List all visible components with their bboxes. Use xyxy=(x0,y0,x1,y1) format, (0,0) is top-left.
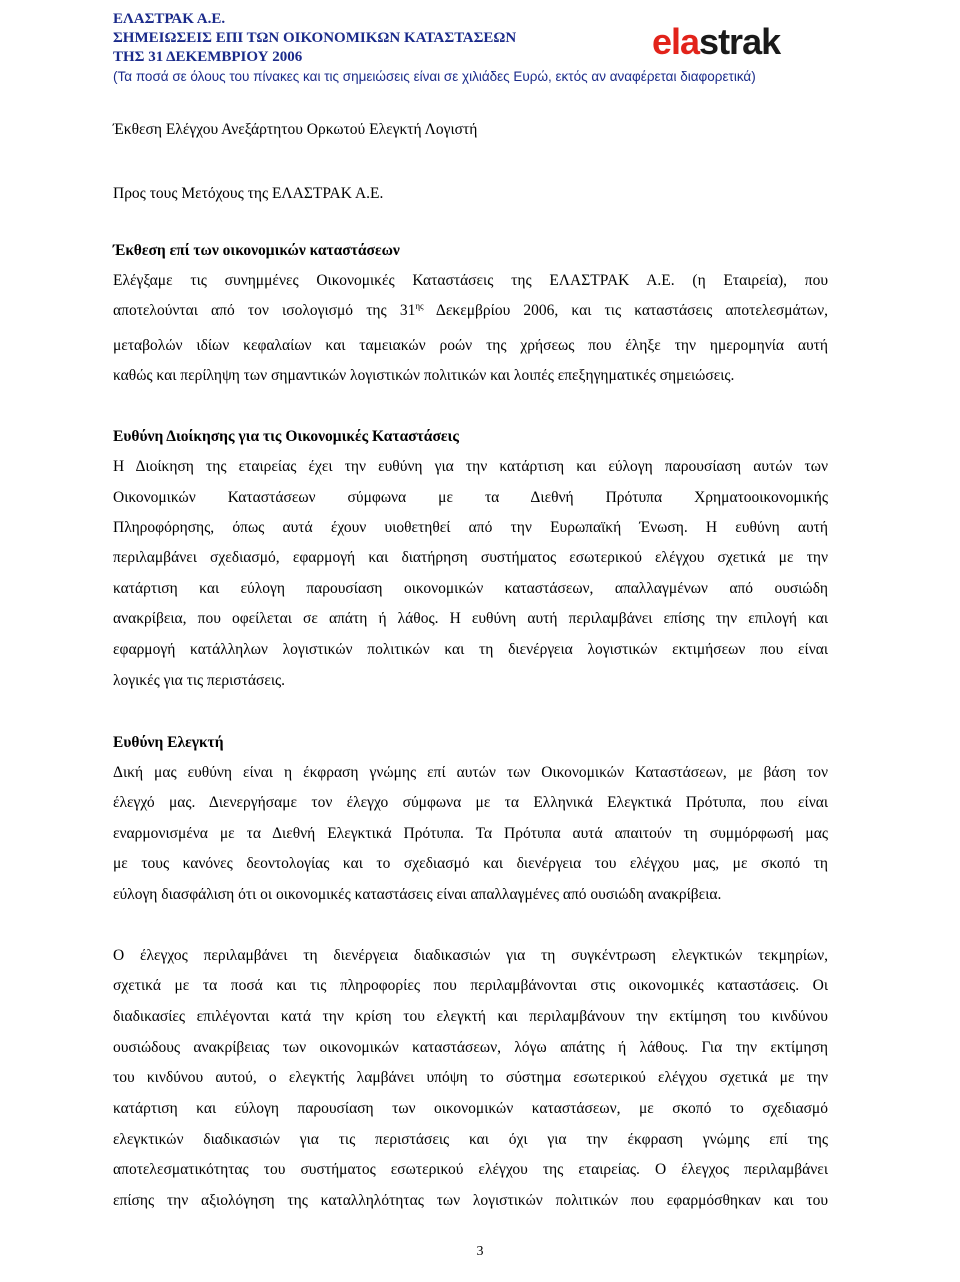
elastrak-logo xyxy=(652,22,780,62)
section3-heading: Ευθύνη Ελεγκτή xyxy=(113,734,224,751)
section1-heading: Έκθεση επί των οικονομικών καταστάσεων xyxy=(113,242,400,259)
section4-line-8: αποτελεσματικότητας του συστήματος εσωτερικού ελέγχου της εταιρείας. Ο έλεγχος περιλαμβάνει xyxy=(113,1161,828,1178)
addressee: Προς τους Μετόχους της ΕΛΑΣΤΡΑΚ Α.Ε. xyxy=(113,185,384,202)
logo-red-part: ela xyxy=(652,21,700,62)
report-title: Έκθεση Ελέγχου Ανεξάρτητου Ορκωτού Ελεγκτή Λογιστή xyxy=(113,121,478,138)
section4-line-5: του κινδύνου αυτού, ο ελεγκτής λαμβάνει υπόψη το σύστημα εσωτερικού ελέγχου σχετικά με την xyxy=(113,1069,828,1086)
section1-line-2b: Δεκεμβρίου 2006, και τις καταστάσεις αποτελεσμάτων, xyxy=(435,302,828,319)
section4-line-9: επίσης την αξιολόγηση της καταλληλότητας των λογιστικών πολιτικών που εφαρμόσθηκαν και του xyxy=(113,1192,828,1209)
section4-line-1: Ο έλεγχος περιλαμβάνει τη διενέργεια διαδικασιών για τη συγκέντρωση ελεγκτικών τεκμηρίων, xyxy=(113,947,828,964)
section4-line-7: ελεγκτικών διαδικασιών για τις περιστάσεις και όχι για την έκφραση γνώμης επί της xyxy=(113,1131,828,1148)
header-date: ΤΗΣ 31 ΔΕΚΕΜΒΡΙΟΥ 2006 xyxy=(113,49,303,65)
section1-line-3: μεταβολών ιδίων κεφαλαίων και ταμειακών ροών της χρήσεως που έληξε την ημερομηνία αυτή xyxy=(113,337,828,354)
section2-line-8: λογικές για τις περιστάσεις. xyxy=(113,672,286,689)
section2-line-7: εφαρμογή κατάλληλων λογιστικών πολιτικών και τη διενέργεια λογιστικών εκτιμήσεων που είναι xyxy=(113,641,828,658)
section1-line-2a: αποτελούνται από τον ισολογισμό της 31 xyxy=(113,302,416,319)
section1-line-4: καθώς και περίληψη των σημαντικών λογιστικών πολιτικών και λοιπές επεξηγηματικές σημειώσεις. xyxy=(113,367,735,384)
section3-line-5: εύλογη διασφάλιση ότι οι οικονομικές καταστάσεις είναι απαλλαγμένες από ουσιώδη ανακρίβεια. xyxy=(113,886,722,903)
section3-line-1: Δική μας ευθύνη είναι η έκφραση γνώμης επί αυτών των Οικονομικών Καταστάσεων, με βάση τον xyxy=(113,764,828,781)
section4-line-2: σχετικά με τα ποσά και τις πληροφορίες που περιλαμβάνονται στις οικονομικές καταστάσεις. Οι xyxy=(113,977,828,994)
section3-line-4: με τους κανόνες δεοντολογίας και το σχεδιασμό και διενέργεια του ελέγχου μας, με σκοπό τη xyxy=(113,855,828,872)
section1-superscript: ης xyxy=(415,300,424,311)
section1-line-2 xyxy=(113,302,828,320)
section2-line-5: κατάρτιση και εύλογη παρουσίαση οικονομικών καταστάσεων, απαλλαγμένων από ουσιώδη xyxy=(113,580,828,597)
section3-line-3: εναρμονισμένα με τα Διεθνή Ελεγκτικά Πρότυπα. Τα Πρότυπα αυτά απαιτούν τη συμμόρφωσή μας xyxy=(113,825,828,842)
section4-line-4: ουσιώδους ανακρίβειας των οικονομικών καταστάσεων, λόγω απάτης ή λάθους. Για την εκτίμηση xyxy=(113,1039,828,1056)
logo-dark-part: strak xyxy=(699,21,781,62)
section2-heading: Ευθύνη Διοίκησης για τις Οικονομικές Καταστάσεις xyxy=(113,428,459,445)
section4-line-3: διαδικασίες επιλέγονται κατά την κρίση του ελεγκτή και περιλαμβάνουν την εκτίμηση του κινδύνου xyxy=(113,1008,828,1025)
section2-line-4: περιλαμβάνει σχεδιασμό, εφαρμογή και διατήρηση συστήματος εσωτερικού ελέγχου σχετικά με την xyxy=(113,549,828,566)
section2-line-2: Οικονομικών Καταστάσεων σύμφωνα με τα Διεθνή Πρότυπα Χρηματοοικονομικής xyxy=(113,489,828,506)
header-company: ΕΛΑΣΤΡΑΚ Α.Ε. xyxy=(113,11,226,27)
header-subtitle: ΣΗΜΕΙΩΣΕΙΣ ΕΠΙ ΤΩΝ ΟΙΚΟΝΟΜΙΚΩΝ ΚΑΤΑΣΤΑΣΕΩΝ xyxy=(113,30,517,46)
section1-line-1: Ελέγξαμε τις συνημμένες Οικονομικές Καταστάσεις της ΕΛΑΣΤΡΑΚ Α.Ε. (η Εταιρεία), που xyxy=(113,272,828,289)
section2-line-6: ανακρίβεια, που οφείλεται σε απάτη ή λάθος. Η ευθύνη αυτή περιλαμβάνει επίσης την επιλογή και xyxy=(113,610,828,627)
page-number: 3 xyxy=(476,1244,484,1259)
section2-line-3: Πληροφόρησης, όπως αυτά έχουν υιοθετηθεί από την Ευρωπαϊκή Ένωση. Η ευθύνη αυτή xyxy=(113,519,828,536)
section3-line-2: έλεγχό μας. Διενεργήσαμε τον έλεγχο σύμφωνα με τα Ελληνικά Ελεγκτικά Πρότυπα, που είναι xyxy=(113,794,828,811)
section2-line-1: Η Διοίκηση της εταιρείας έχει την ευθύνη για την κατάρτιση και εύλογη παρουσίαση αυτών των xyxy=(113,458,828,475)
header-note: (Τα ποσά σε όλους του πίνακες και τις σημειώσεις είναι σε χιλιάδες Ευρώ, εκτός αν αναφέρεται διαφορετικά) xyxy=(113,69,756,84)
section4-line-6: κατάρτιση και εύλογη παρουσίαση των οικονομικών καταστάσεων, με σκοπό το σχεδιασμό xyxy=(113,1100,828,1117)
